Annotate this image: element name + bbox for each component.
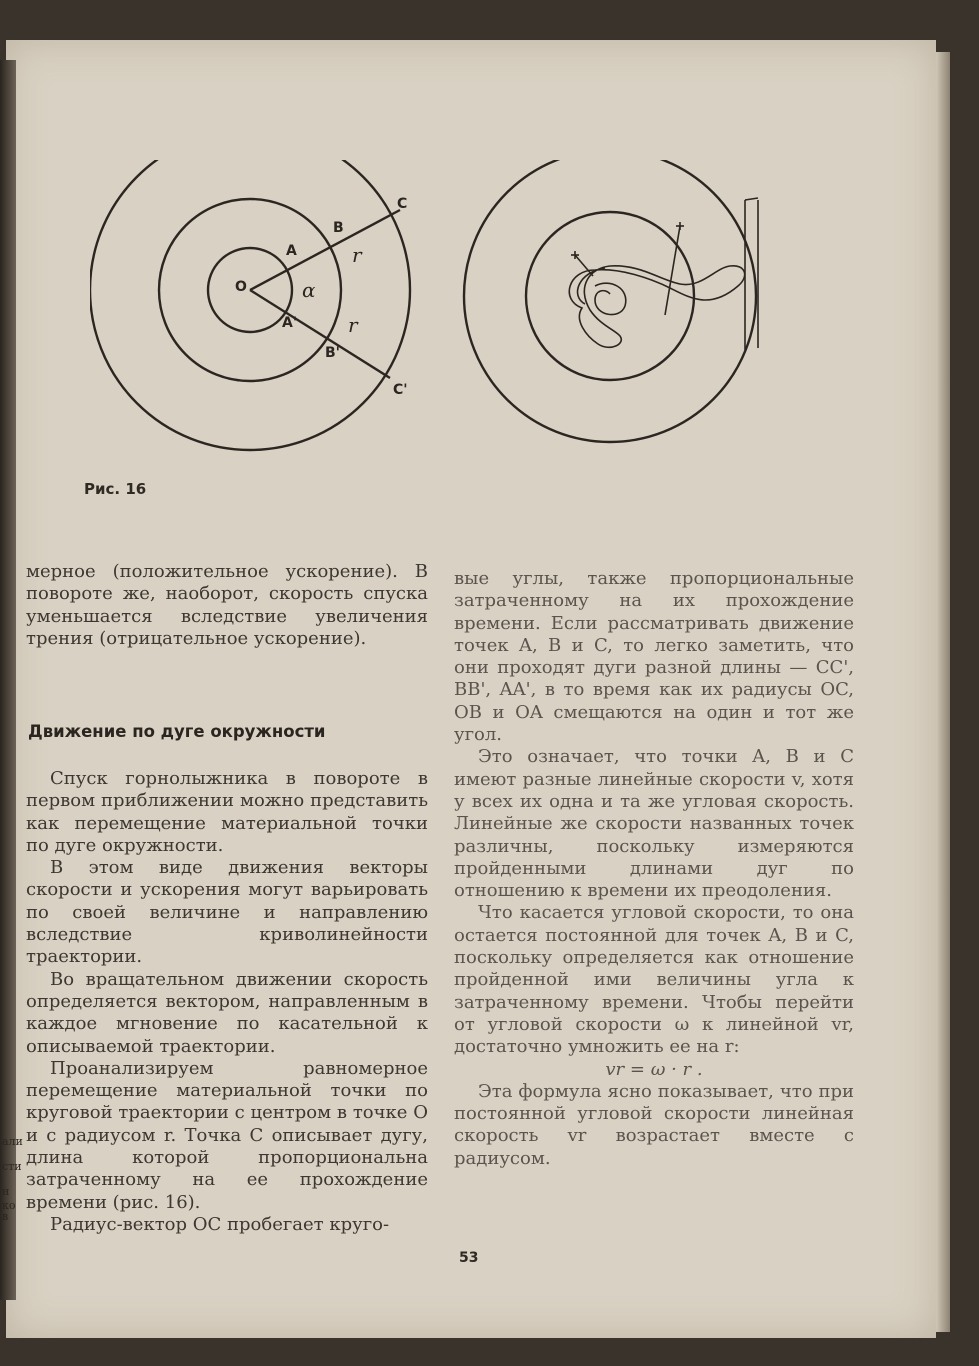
- label-r-upper: r: [352, 243, 362, 267]
- label-b-prime: B': [325, 345, 340, 361]
- label-a-prime: A': [282, 315, 298, 331]
- page-stack-edge: [936, 52, 950, 1332]
- paragraph: Эта формула ясно показывает, что при постоянной угловой скорости линейная скорость vr возрастает вместе с радиусом.: [454, 1080, 854, 1169]
- label-c: C: [397, 196, 408, 212]
- left-column-body: [26, 768, 428, 1236]
- edge-fragment: в: [2, 1210, 9, 1223]
- section-heading: Движение по дуге окружности: [28, 722, 326, 741]
- label-o: O: [235, 279, 247, 295]
- paragraph: Проанализируем равномерное перемещение материальной точки по круговой траектории с центром в точке O и с радиусом r. Точка C описывает дугу, длина которой пропорциональна затраченному на ее прохождение времени (рис. 16).: [26, 1057, 428, 1213]
- formula: vr = ω · r .: [605, 1058, 703, 1080]
- circle-outer-right: [464, 160, 756, 442]
- paragraph: Что касается угловой скорости, то она остается постоянной для точек A, B и C, поскольку определяется как отношение пройденной ими величины угла к затраченному времени. Чтобы перейти от угловой скорости ω к линейной vr, достаточно умножить ее на r:: [454, 902, 854, 1058]
- edge-fragment: н ко: [2, 1185, 16, 1213]
- label-alpha: α: [302, 278, 316, 302]
- paragraph: Это означает, что точки A, B и C имеют разные линейные скорости v, хотя у всех их одна и та же угловая скорость. Линейные же скорости названных точек различны, поскольку измеряются пройденными длинами дуг по отношению к времени их преодоления.: [454, 746, 854, 902]
- skier-sketch: [569, 198, 758, 350]
- page-number: 53: [459, 1250, 479, 1266]
- figure-16-diagram: [90, 160, 860, 460]
- label-a: A: [286, 243, 297, 259]
- previous-page-edge: [0, 60, 23, 1300]
- label-r-lower: r: [348, 313, 358, 337]
- radius-oc: [250, 210, 400, 290]
- paragraph: Во вращательном движении скорость определяется вектором, направленным в каждое мгновение по касательной к описываемой траектории.: [26, 968, 428, 1057]
- edge-fragment: сти: [2, 1160, 22, 1173]
- concentric-circles-left: [90, 160, 410, 450]
- paragraph: Спуск горнолыжника в повороте в первом приближении можно представить как перемещение материальной точки по дуге окружности.: [26, 768, 428, 856]
- paragraph: В этом виде движения векторы скорости и ускорения могут варьировать по своей величине и направлению вследствие криволинейности траектории.: [26, 857, 428, 968]
- radius-oc-prime: [250, 290, 390, 378]
- edge-fragment: али: [2, 1135, 23, 1148]
- paragraph: мерное (положительное ускорение). В повороте же, наоборот, скорость спуска уменьшается вследствие увеличения трения (отрицательное ускорение).: [26, 561, 428, 649]
- label-c-prime: C': [393, 382, 408, 398]
- left-column: [26, 561, 428, 650]
- paragraph: вые углы, также пропорциональные затраченному на их прохождение времени. Если рассматривать движение точек A, B и C, то легко заметить, что они проходят дуги разной длины — CC', BB', AA', в то время как их радиусы OC, OB и OA смещаются на один и тот же угол.: [454, 568, 854, 746]
- circle-outer: [90, 160, 410, 450]
- paragraph: Радиус-вектор OC пробегает круго-: [50, 1213, 390, 1235]
- figure-caption: Рис. 16: [84, 480, 147, 498]
- label-b: B: [333, 220, 344, 236]
- right-column: [454, 568, 854, 1170]
- concentric-circles-right: [464, 160, 756, 442]
